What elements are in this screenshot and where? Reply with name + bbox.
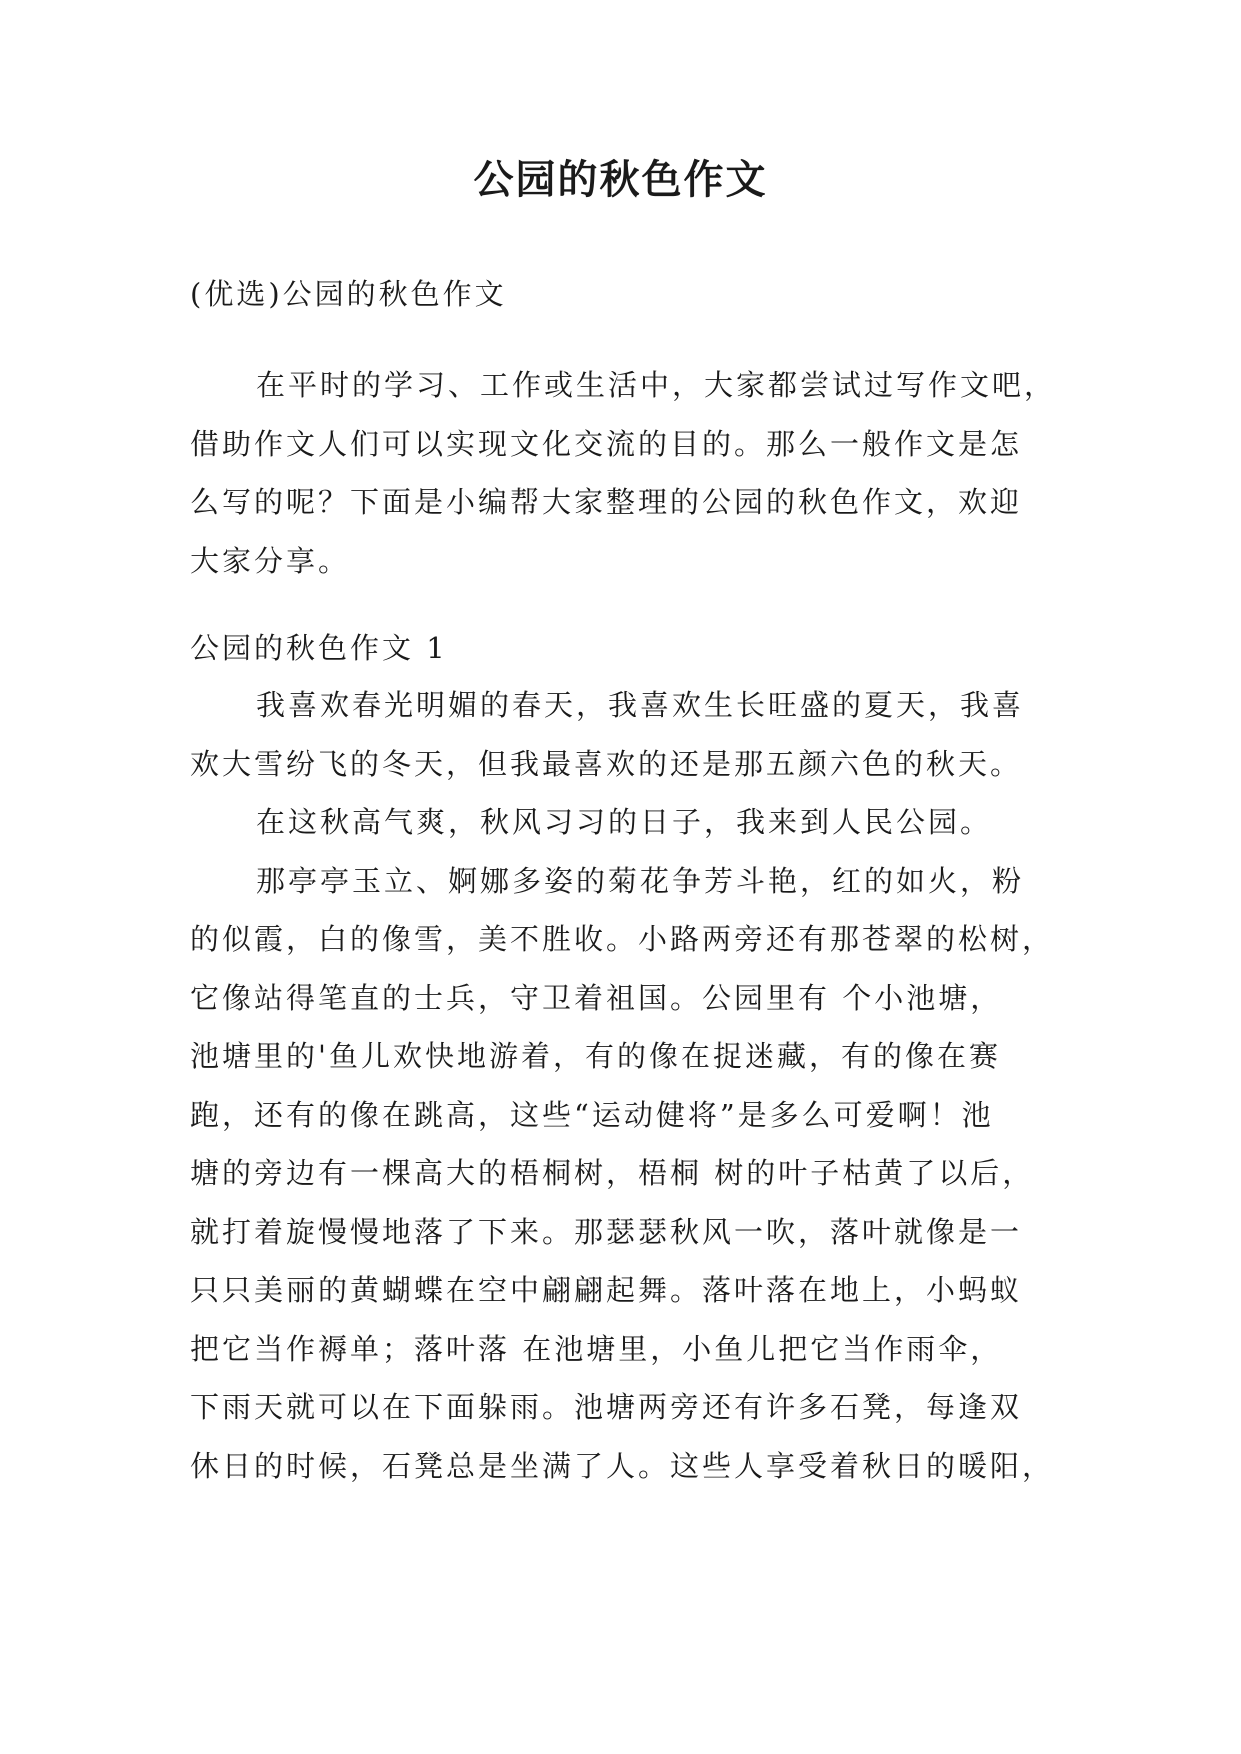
body-line: 在这秋高气爽，秋风习习的日子，我来到人民公园。 bbox=[256, 805, 993, 839]
section-heading: 公园的秋色作文 1 bbox=[190, 631, 448, 665]
document-subtitle: (优选)公园的秋色作文 bbox=[190, 277, 507, 311]
intro-line: 么写的呢？下面是小编帮大家整理的公园的秋色作文，欢迎 bbox=[190, 485, 1023, 519]
intro-paragraph bbox=[190, 356, 1057, 590]
body-line: 我喜欢春光明媚的春天，我喜欢生长旺盛的夏天，我喜 bbox=[256, 688, 1025, 722]
body-line: 下雨天就可以在下面躲雨。池塘两旁还有许多石凳，每逢双 bbox=[190, 1390, 1023, 1424]
body-line: 跑，还有的像在跳高，这些“运动健将”是多么可爱啊！池 bbox=[190, 1097, 994, 1132]
body-line: 那亭亭玉立、婀娜多姿的菊花争芳斗艳，红的如火，粉 bbox=[256, 863, 1025, 898]
body-line: 它像站得笔直的士兵，守卫着祖国。公园里有 个小池塘， bbox=[190, 980, 1003, 1015]
intro-line: 大家分享。 bbox=[190, 543, 351, 578]
essay-body bbox=[190, 676, 1055, 1495]
body-line: 欢大雪纷飞的冬天，但我最喜欢的还是那五颜六色的秋天。 bbox=[190, 746, 1023, 781]
intro-line: 在平时的学习、工作或生活中，大家都尝试过写作文吧， bbox=[256, 368, 1057, 402]
section-heading-block bbox=[190, 619, 1050, 678]
body-line: 池塘里的'鱼儿欢快地游着，有的像在捉迷藏，有的像在赛 bbox=[190, 1039, 1001, 1073]
body-line: 的似霞，白的像雪，美不胜收。小路两旁还有那苍翠的松树， bbox=[190, 922, 1055, 956]
body-line: 休日的时候，石凳总是坐满了人。这些人享受着秋日的暖阳， bbox=[190, 1448, 1055, 1483]
body-line: 只只美丽的黄蝴蝶在空中翩翩起舞。落叶落在地上，小蚂蚁 bbox=[190, 1273, 1023, 1307]
document-title: 公园的秋色作文 bbox=[473, 156, 768, 203]
body-line: 塘的旁边有一棵高大的梧桐树，梧桐 树的叶子枯黄了以后， bbox=[190, 1156, 1035, 1190]
intro-line: 借助作文人们可以实现文化交流的目的。那么一般作文是怎 bbox=[190, 426, 1023, 461]
subtitle-block bbox=[190, 265, 1050, 324]
body-line: 把它当作褥单；落叶落 在池塘里，小鱼儿把它当作雨伞， bbox=[190, 1331, 1003, 1366]
body-line: 就打着旋慢慢地落了下来。那瑟瑟秋风一吹，落叶就像是一 bbox=[190, 1214, 1023, 1249]
